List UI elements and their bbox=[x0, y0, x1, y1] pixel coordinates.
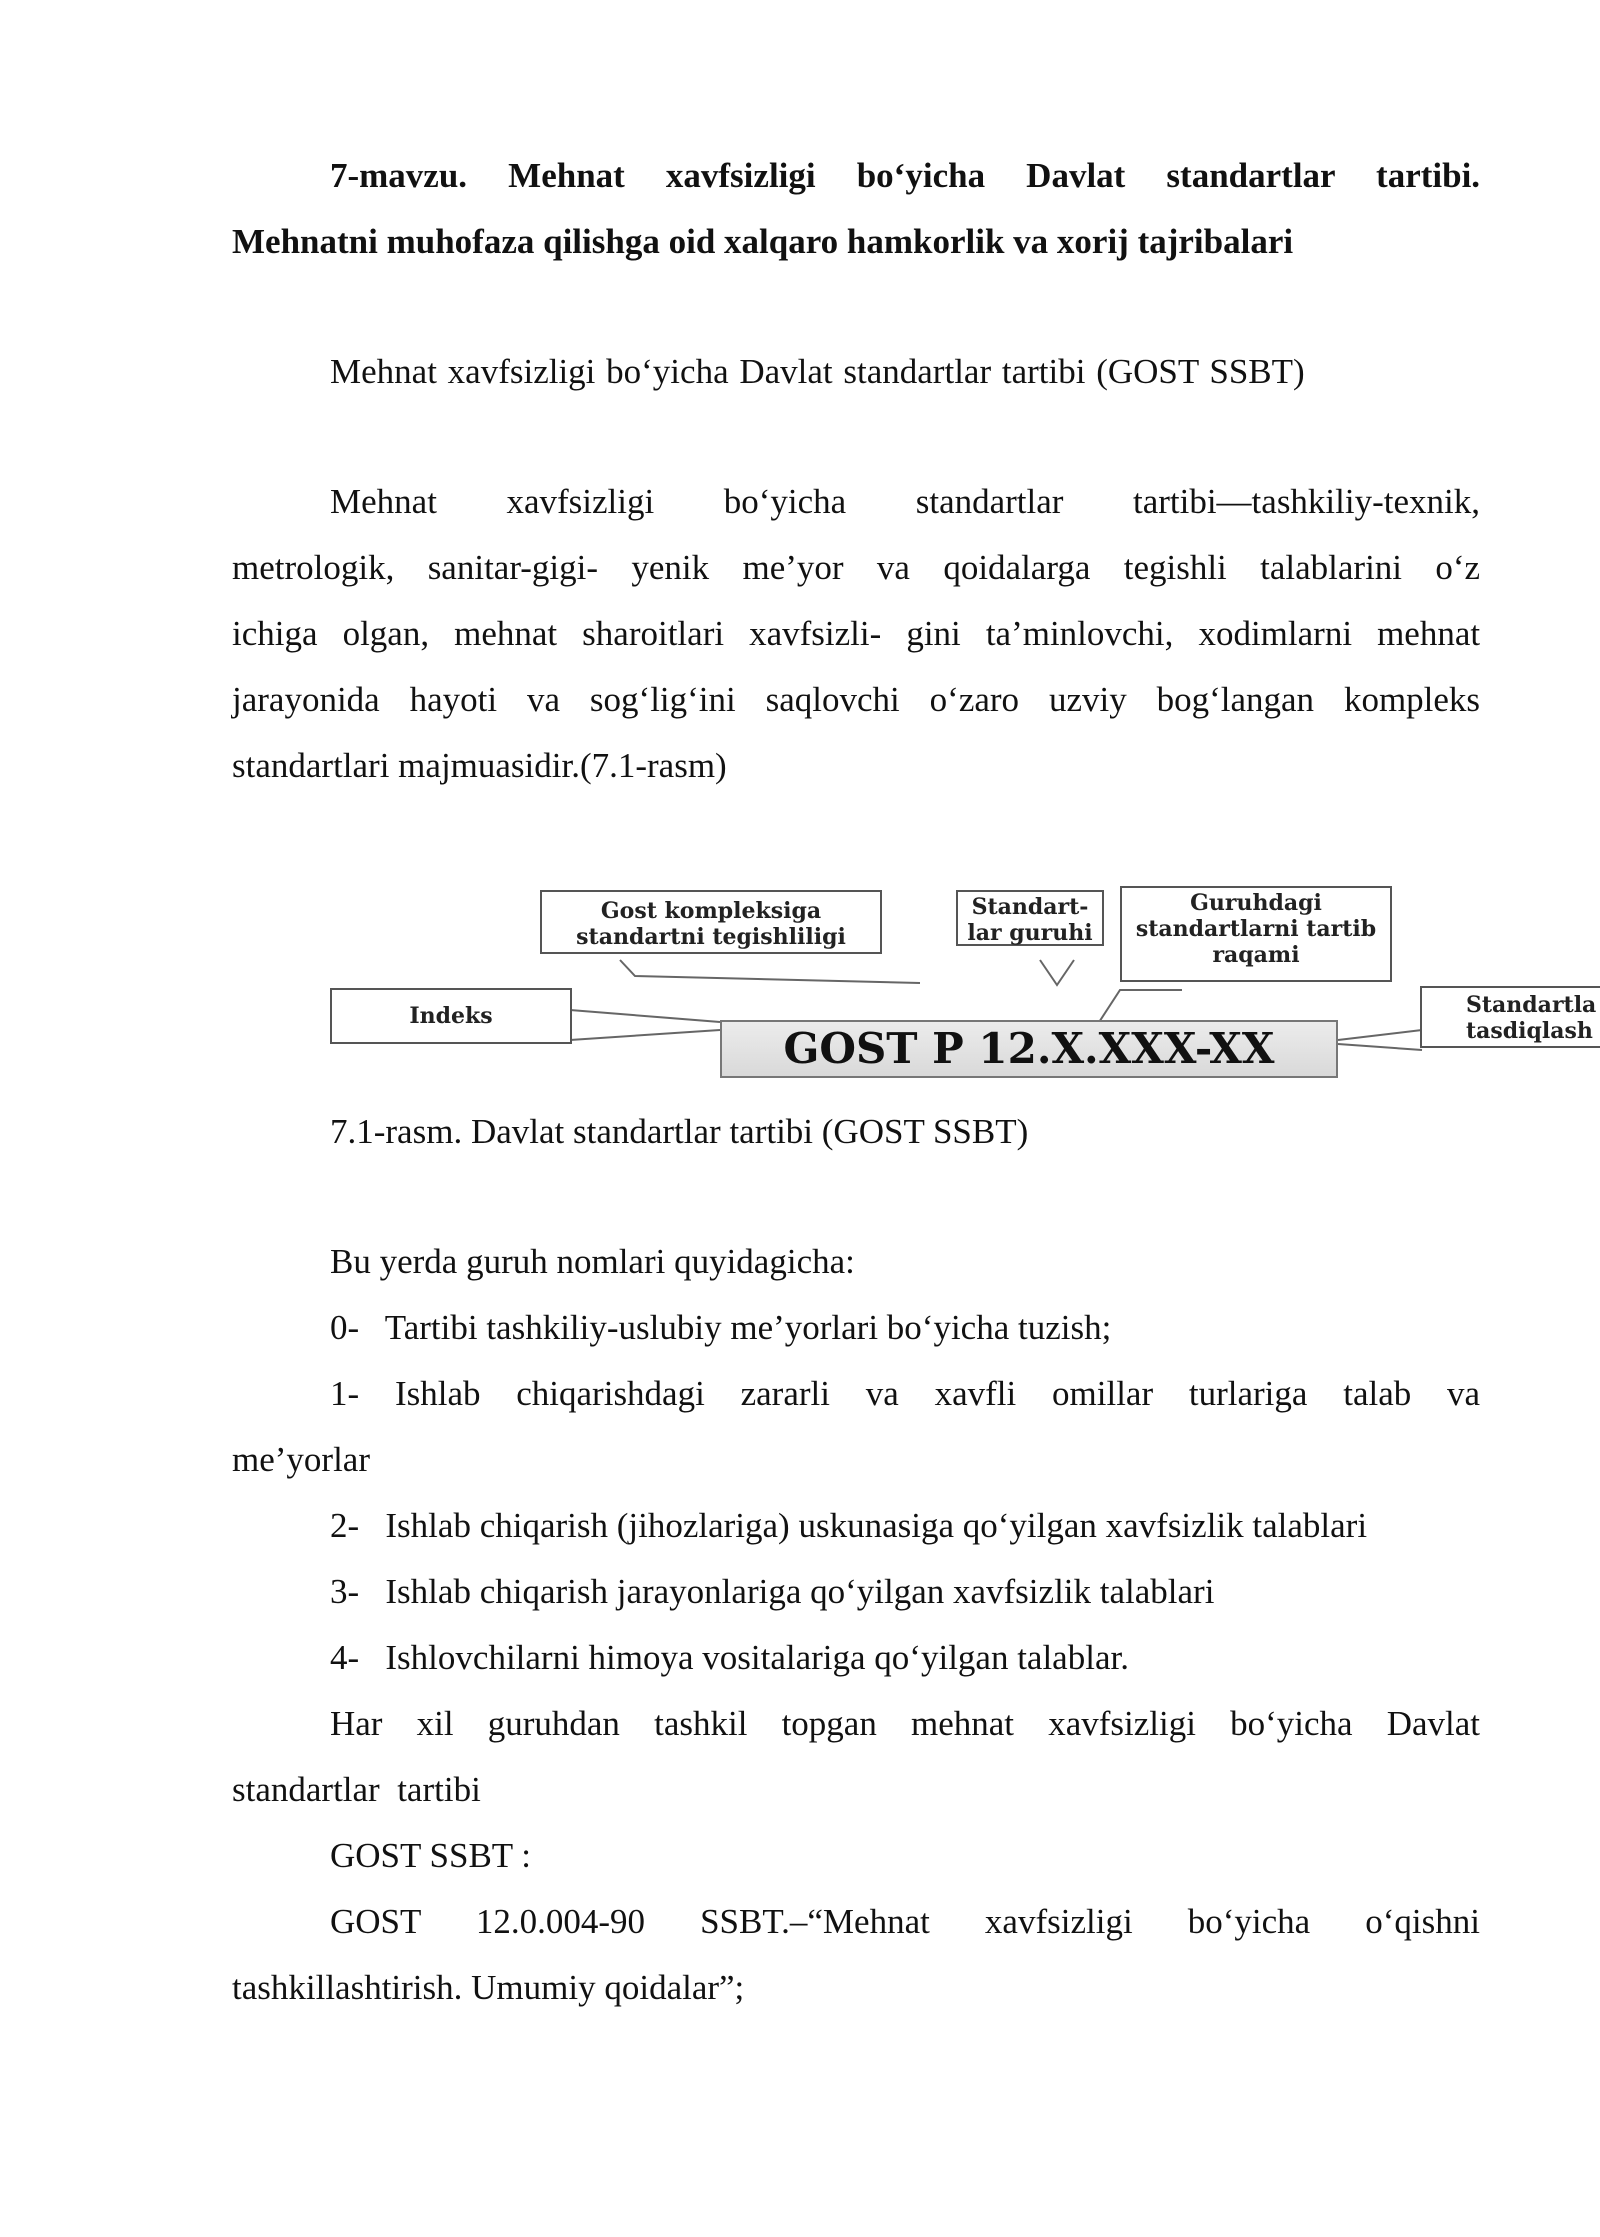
word: hayoti bbox=[409, 680, 498, 719]
complex-label-line-1: Gost kompleksiga bbox=[600, 898, 822, 924]
word: va bbox=[526, 680, 561, 719]
paragraph-1-line-2 bbox=[232, 548, 1480, 588]
word: tartibi. bbox=[1376, 156, 1481, 195]
paragraph-2-line-1 bbox=[330, 1704, 1480, 1744]
group-label-line-1: Standart- bbox=[971, 894, 1089, 920]
word: tashkil bbox=[654, 1704, 748, 1743]
group-item-4: 4- Ishlovchilarni himoya vositalariga qo‘yilgan talablar. bbox=[330, 1638, 1129, 1677]
word: sharoitlari bbox=[582, 614, 725, 653]
approval-box bbox=[1420, 986, 1600, 1048]
word: tegishli bbox=[1123, 548, 1227, 587]
paragraph-2-line-3: GOST SSBT : bbox=[330, 1836, 532, 1875]
word: Davlat bbox=[1386, 1704, 1480, 1743]
gost-designation: GOST P 12.X.XXX-XX bbox=[720, 1020, 1338, 1078]
paragraph-2-line-2: standartlar tartibi bbox=[232, 1770, 481, 1809]
word: GOST bbox=[330, 1902, 421, 1941]
complex-label-line-2: standartni tegishliligi bbox=[576, 924, 846, 950]
complex-membership-box bbox=[540, 890, 882, 954]
group-item-0: 0- Tartibi tashkiliy-uslubiy me’yorlari bo‘yicha tuzish; bbox=[330, 1308, 1112, 1347]
sequence-number-box bbox=[1120, 886, 1392, 982]
word: xavfsizligi bbox=[984, 1902, 1133, 1941]
word: xavfsizligi bbox=[506, 482, 655, 521]
order-label-line-3: raqami bbox=[1212, 942, 1300, 968]
heading-line-1 bbox=[330, 156, 1480, 196]
word: uzviy bbox=[1048, 680, 1127, 719]
word: SSBT.–“Mehnat bbox=[700, 1902, 930, 1941]
word: xavfsizli- bbox=[749, 614, 882, 653]
word: 12.0.004-90 bbox=[475, 1902, 645, 1941]
word: olgan, bbox=[342, 614, 430, 653]
word: bo‘yicha bbox=[1187, 1902, 1311, 1941]
word: bo‘yicha bbox=[723, 482, 847, 521]
word: Ishlab bbox=[394, 1374, 481, 1413]
paragraph-3-line-2: tashkillashtirish. Umumiy qoidalar”; bbox=[232, 1968, 745, 2007]
group-item-3: 3- Ishlab chiqarish jarayonlariga qo‘yilgan xavfsizlik talablari bbox=[330, 1572, 1215, 1611]
paragraph-1-line-1 bbox=[330, 482, 1480, 522]
paragraph-3-line-1 bbox=[330, 1902, 1480, 1942]
word: zararli bbox=[740, 1374, 830, 1413]
word: bo‘yicha bbox=[1230, 1704, 1353, 1743]
word: bog‘langan bbox=[1156, 680, 1315, 719]
paragraph-1-line-5: standartlari majmuasidir.(7.1-rasm) bbox=[232, 746, 727, 785]
word: 1- bbox=[330, 1374, 360, 1413]
word: Davlat bbox=[1026, 156, 1126, 195]
word: o‘qishni bbox=[1365, 1902, 1481, 1941]
word: va bbox=[876, 548, 910, 587]
word: sog‘lig‘ini bbox=[589, 680, 736, 719]
word: Har bbox=[330, 1704, 383, 1743]
word: standartlar bbox=[915, 482, 1064, 521]
group-item-2: 2- Ishlab chiqarish (jihozlariga) uskunasiga qo‘yilgan xavfsizlik talablari bbox=[330, 1506, 1368, 1545]
word: Mehnat bbox=[330, 482, 437, 521]
word: tartibi—tashkiliy-texnik, bbox=[1132, 482, 1480, 521]
group-label-line-2: lar guruhi bbox=[967, 920, 1093, 946]
word: kompleks bbox=[1343, 680, 1481, 719]
word: chiqarishdagi bbox=[516, 1374, 705, 1413]
gost-structure-diagram bbox=[330, 890, 1600, 1090]
word: sanitar-gigi- bbox=[427, 548, 599, 587]
word: standartlar bbox=[1166, 156, 1335, 195]
heading-topic-number: 7-mavzu. bbox=[330, 156, 468, 195]
approval-label-line-1: Standartla bbox=[1466, 992, 1597, 1018]
group-item-1 bbox=[330, 1374, 1480, 1414]
word: ichiga bbox=[232, 614, 318, 653]
word: va bbox=[865, 1374, 899, 1413]
groups-intro: Bu yerda guruh nomlari quyidagicha: bbox=[330, 1242, 855, 1281]
heading-line-2: Mehnatni muhofaza qilishga oid xalqaro hamkorlik va xorij tajribalari bbox=[232, 222, 1294, 261]
word: xavfsizligi bbox=[1048, 1704, 1196, 1743]
word: xavfli bbox=[934, 1374, 1017, 1413]
standards-group-box bbox=[956, 890, 1104, 946]
word: Mehnat bbox=[508, 156, 625, 195]
approval-label-line-2: tasdiqlash bbox=[1466, 1018, 1593, 1044]
word: guruhdan bbox=[487, 1704, 620, 1743]
word: yenik bbox=[631, 548, 710, 587]
section-subtitle: Mehnat xavfsizligi bo‘yicha Davlat standartlar tartibi (GOST SSBT) bbox=[330, 352, 1305, 391]
word: mehnat bbox=[454, 614, 558, 653]
word: jarayonida bbox=[232, 680, 380, 719]
paragraph-1-line-4 bbox=[232, 680, 1480, 720]
word: me’yor bbox=[742, 548, 844, 587]
word: omillar bbox=[1052, 1374, 1154, 1413]
word: xavfsizligi bbox=[665, 156, 816, 195]
word: ta’minlovchi, bbox=[985, 614, 1174, 653]
word: bo‘yicha bbox=[856, 156, 986, 195]
index-label: Indeks bbox=[409, 1003, 493, 1029]
figure-caption: 7.1-rasm. Davlat standartlar tartibi (GOST SSBT) bbox=[330, 1112, 1029, 1151]
word: gini bbox=[906, 614, 961, 653]
word: turlariga bbox=[1188, 1374, 1308, 1413]
word: o‘zaro bbox=[929, 680, 1020, 719]
paragraph-1-line-3 bbox=[232, 614, 1480, 654]
word: talablarini bbox=[1260, 548, 1403, 587]
group-item-1-continuation: me’yorlar bbox=[232, 1440, 370, 1479]
word: qoidalarga bbox=[943, 548, 1091, 587]
word: saqlovchi bbox=[765, 680, 900, 719]
word: o‘z bbox=[1435, 548, 1481, 587]
word: mehnat bbox=[911, 1704, 1015, 1743]
index-box bbox=[330, 988, 572, 1044]
word: topgan bbox=[781, 1704, 877, 1743]
word: talab bbox=[1343, 1374, 1412, 1413]
word: xodimlarni bbox=[1198, 614, 1353, 653]
word: mehnat bbox=[1377, 614, 1481, 653]
order-label-line-1: Guruhdagi bbox=[1190, 890, 1322, 916]
word: va bbox=[1447, 1374, 1481, 1413]
word: xil bbox=[416, 1704, 454, 1743]
order-label-line-2: standartlarni tartib bbox=[1135, 916, 1377, 942]
word: metrologik, bbox=[232, 548, 395, 587]
